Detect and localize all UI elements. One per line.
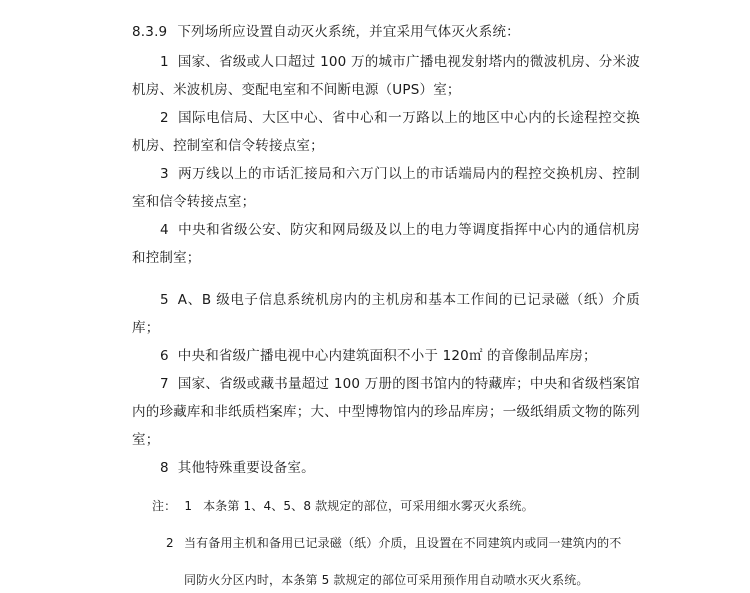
note-text: 当有备用主机和备用已记录磁（纸）介质，且设置在不同建筑内或同一建筑内的不 — [184, 536, 622, 550]
list-item-number: 4 — [160, 222, 169, 238]
list-item-number: 5 — [160, 292, 169, 308]
list-item — [132, 104, 640, 160]
note-number: 1 — [184, 499, 193, 513]
list-item-text: 两万线以上的市话汇接局和六万门以上的市话端局内的程控交换机房、控制室和信令转接点室； — [132, 166, 640, 210]
note-line — [132, 494, 640, 519]
list-item-number: 3 — [160, 166, 169, 182]
list-item-text: 国家、省级或藏书量超过 100 万册的图书馆内的特藏库；中央和省级档案馆内的珍藏库和非纸质档案库；大、中型博物馆内的珍品库房；一级纸绢质文物的陈列室； — [132, 376, 640, 448]
list-item-text: 中央和省级广播电视中心内建筑面积不小于 120㎡ 的音像制品库房； — [177, 348, 597, 364]
note-text: 本条第 1、4、5、8 款规定的部位，可采用细水雾灭火系统。 — [203, 499, 534, 513]
list-item-text: 国际电信局、大区中心、省中心和一万路以上的地区中心内的长途程控交换机房、控制室和信令转接点室； — [132, 110, 640, 154]
list-item-number: 1 — [160, 54, 169, 70]
note-continuation: 同防火分区内时，本条第 5 款规定的部位可采用预作用自动喷水灭火系统。 — [184, 573, 589, 587]
list-item-number: 8 — [160, 460, 169, 476]
list-item — [132, 48, 640, 104]
note-line — [132, 531, 640, 556]
list-item-number: 2 — [160, 110, 169, 126]
notes-block — [132, 494, 640, 593]
list-item — [132, 286, 640, 342]
list-item-number: 7 — [160, 376, 169, 392]
list-item — [132, 370, 640, 454]
list-item-text: 中央和省级公安、防灾和网局级及以上的电力等调度指挥中心内的通信机房和控制室； — [132, 222, 640, 266]
list-item-text: A、B 级电子信息系统机房内的主机房和基本工作间的已记录磁（纸）介质库； — [132, 292, 640, 336]
list-item-text: 其他特殊重要设备室。 — [177, 460, 315, 476]
list-item — [132, 342, 640, 370]
list-item-text: 国家、省级或人口超过 100 万的城市广播电视发射塔内的微波机房、分米波机房、米波机房、变配电室和不间断电源（UPS）室； — [132, 54, 640, 98]
list-item — [132, 454, 640, 482]
list-item — [132, 216, 640, 272]
list-item-number: 6 — [160, 348, 169, 364]
clause-heading — [132, 18, 640, 46]
list-item — [132, 160, 640, 216]
note-number: 2 — [166, 536, 174, 550]
notes-label: 注： — [152, 499, 177, 513]
clause-number: 8.3.9 — [132, 24, 168, 40]
clause-text: 下列场所应设置自动灭火系统，并宜采用气体灭火系统： — [177, 24, 520, 40]
